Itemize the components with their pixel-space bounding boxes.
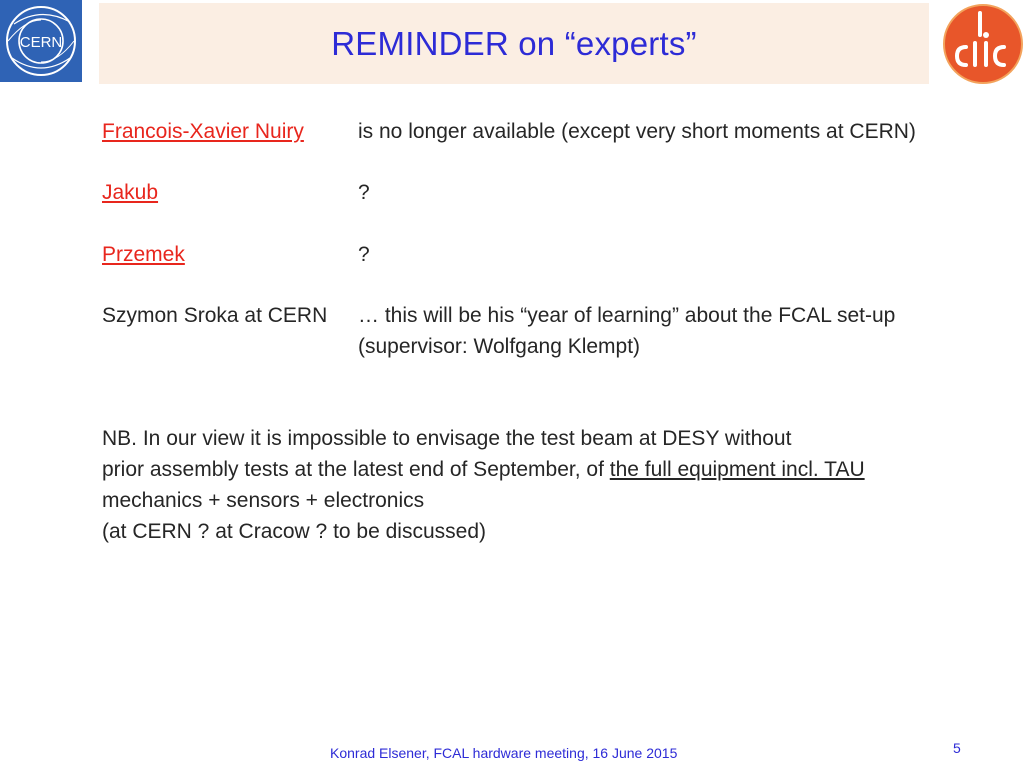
note-paragraph [102,423,865,547]
page-number: 5 [953,740,961,756]
note-line [102,454,865,485]
expert-status: ? [358,181,370,204]
expert-name-link[interactable]: Francois-Xavier Nuiry [102,120,304,143]
clic-logo-icon [942,3,1024,85]
expert-status: ? [358,243,370,266]
expert-supervisor: (supervisor: Wolfgang Klempt) [358,335,641,358]
expert-status: … this will be his “year of learning” about the FCAL set-up [358,304,896,327]
cern-logo-icon [0,0,82,82]
note-emphasis: the full equipment incl. TAU [609,458,865,481]
title-band [99,3,929,84]
expert-name: Szymon Sroka at CERN [102,304,328,327]
footer-text: Konrad Elsener, FCAL hardware meeting, 16 June 2015 [330,745,678,761]
svg-text:CERN: CERN [19,34,63,51]
note-line: (at CERN ? at Cracow ? to be discussed) [102,520,486,543]
expert-name-link[interactable]: Jakub [102,181,159,204]
slide-title: REMINDER on “experts” [331,25,697,62]
note-line: mechanics + sensors + electronics [102,489,425,512]
svg-text:CLIC: CLIC [981,83,985,84]
expert-name-link[interactable]: Przemek [102,243,185,266]
cern-logo [0,0,82,82]
expert-status: is no longer available (except very short moments at CERN) [358,120,916,143]
clic-logo [942,3,1024,85]
note-line-prefix: prior assembly tests at the latest end of September, of [102,458,610,481]
note-line: NB. In our view it is impossible to envisage the test beam at DESY without [102,427,792,450]
